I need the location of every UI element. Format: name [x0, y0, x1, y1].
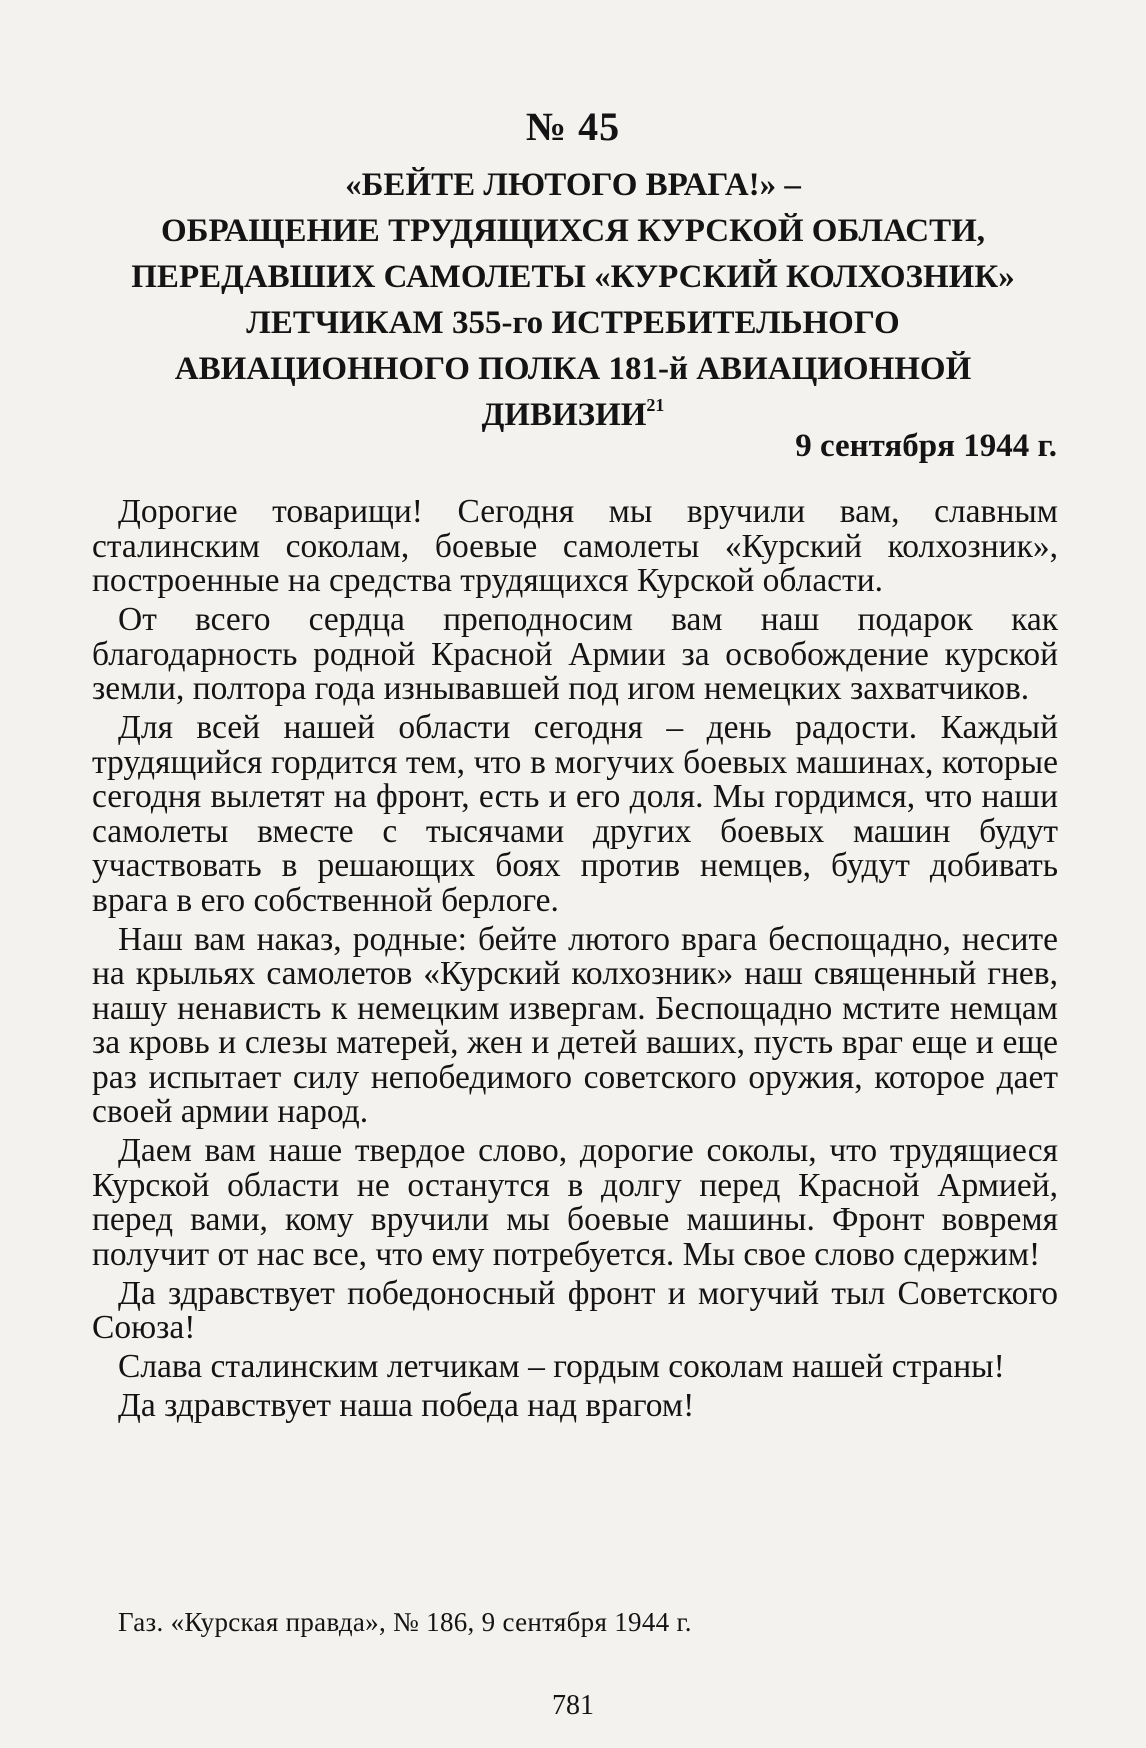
- document-number: № 45: [525, 104, 621, 149]
- paragraph: Для всей нашей области сегодня – день радости. Каждый трудящийся гордится тем, что в могучих боевых машинах, которые сегодня вылетят на фронт, есть и его доля. Мы гордимся, что наши самолеты вместе с тысячами других боевых машин будут участвовать в решающих боях против немцев, будут добивать врага в его собственной берлоге.: [92, 709, 1058, 919]
- title-line: ОБРАЩЕНИЕ ТРУДЯЩИХСЯ КУРСКОЙ ОБЛАСТИ,: [160, 213, 986, 249]
- title-line: ДИВИЗИИ: [481, 397, 647, 433]
- paragraph: Даем вам наше твердое слово, дорогие соколы, что трудящиеся Курской области не останутся в долгу перед Красной Армией, перед вами, кому вручили мы боевые машины. Фронт вовремя получит от нас все, что ему потребуется. Мы свое слово сдержим!: [92, 1132, 1058, 1273]
- paragraph: Слава сталинским летчикам – гордым соколам нашей страны!: [118, 1348, 1005, 1385]
- title-line: «БЕЙТЕ ЛЮТОГО ВРАГА!» –: [345, 167, 801, 203]
- title-line: ЛЕТЧИКАМ 355-го ИСТРЕБИТЕЛЬНОГО: [246, 305, 900, 341]
- document-date: 9 сентября 1944 г.: [795, 428, 1057, 464]
- document-title: [90, 162, 1056, 438]
- title-line: АВИАЦИОННОГО ПОЛКА 181-й АВИАЦИОННОЙ: [174, 351, 972, 387]
- paragraph: От всего сердца преподносим вам наш подарок как благодарность родной Красной Армии за освобождение курской земли, полтора года изнывавшей под игом немецких захватчиков.: [92, 601, 1058, 707]
- paragraph: Да здравствует победоносный фронт и могучий тыл Советского Союза!: [92, 1274, 1058, 1346]
- page-number: 781: [552, 1690, 594, 1721]
- document-body: [92, 495, 1058, 1428]
- paragraph: Дорогие товарищи! Сегодня мы вручили вам, славным сталинским соколам, боевые самолеты «Курский колхозник», построенные на средства трудящихся Курской области.: [92, 493, 1058, 599]
- source-citation: Газ. «Курская правда», № 186, 9 сентября 1944 г.: [118, 1607, 692, 1637]
- paragraph: Наш вам наказ, родные: бейте лютого врага беспощадно, несите на крыльях самолетов «Курский колхозник» наш священный гнев, нашу ненависть к немецким извергам. Беспощадно мстите немцам за кровь и слезы матерей, жен и детей ваших, пусть враг еще и еще раз испытает силу непобедимого советского оружия, которое дает своей армии народ.: [92, 920, 1058, 1130]
- footnote-reference: 21: [646, 395, 665, 415]
- title-line: ПЕРЕДАВШИХ САМОЛЕТЫ «КУРСКИЙ КОЛХОЗНИК»: [131, 259, 1015, 295]
- paragraph: Да здравствует наша победа над врагом!: [118, 1387, 695, 1424]
